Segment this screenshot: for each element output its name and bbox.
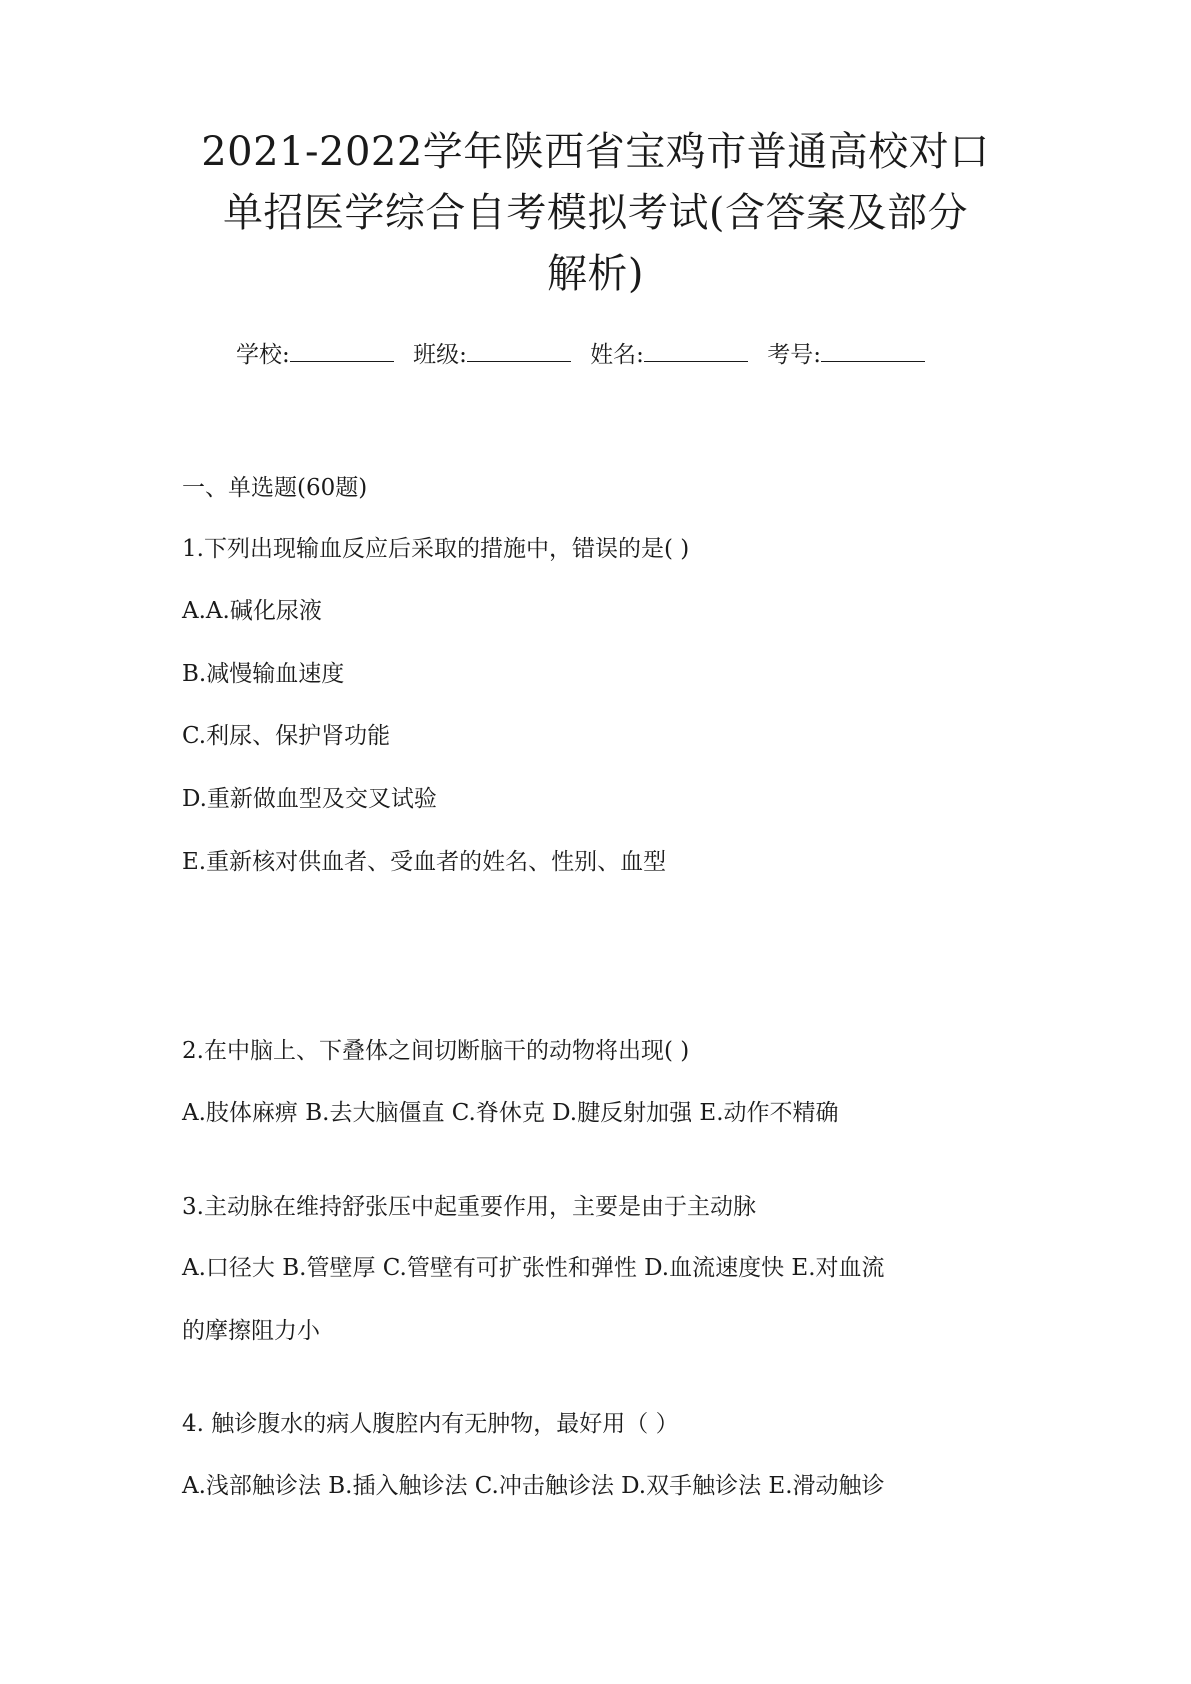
- question-3-stem: 3.主动脉在维持舒张压中起重要作用，主要是由于主动脉: [182, 1194, 756, 1220]
- question-1-option-e: E.重新核对供血者、受血者的姓名、性别、血型: [182, 849, 667, 875]
- name-label: 姓名:: [590, 342, 644, 368]
- question-1-stem: 1.下列出现输血反应后采取的措施中，错误的是( ): [182, 536, 690, 562]
- question-2-options: A.肢体麻痹 B.去大脑僵直 C.脊休克 D.腱反射加强 E.动作不精确: [182, 1100, 839, 1126]
- exam-number-blank[interactable]: [821, 341, 925, 362]
- class-field: [413, 342, 571, 368]
- title-line-3: 解析): [546, 251, 645, 297]
- class-label: 班级:: [413, 342, 467, 368]
- question-3-options: A.口径大 B.管壁厚 C.管壁有可扩张性和弹性 D.血流速度快 E.对血流: [182, 1255, 885, 1281]
- exam-number-field: [767, 342, 925, 368]
- name-field: [590, 342, 748, 368]
- exam-number-label: 考号:: [767, 342, 821, 368]
- title-line-1: 2021-2022学年陕西省宝鸡市普通高校对口: [201, 129, 990, 175]
- school-label: 学校:: [236, 342, 290, 368]
- title-line-2: 单招医学综合自考模拟考试(含答案及部分: [222, 190, 969, 236]
- class-blank[interactable]: [467, 341, 571, 362]
- school-blank[interactable]: [290, 341, 394, 362]
- exam-title: [150, 122, 1041, 305]
- question-1-option-b: B.减慢输血速度: [182, 661, 345, 687]
- section-heading: 一、单选题(60题): [182, 475, 368, 501]
- question-4-options: A.浅部触诊法 B.插入触诊法 C.冲击触诊法 D.双手触诊法 E.滑动触诊: [182, 1473, 885, 1499]
- school-field: [236, 342, 394, 368]
- question-1-option-d: D.重新做血型及交叉试验: [182, 786, 437, 812]
- name-blank[interactable]: [644, 341, 748, 362]
- question-2-stem: 2.在中脑上、下叠体之间切断脑干的动物将出现( ): [182, 1038, 690, 1064]
- question-1-option-c: C.利尿、保护肾功能: [182, 723, 391, 749]
- question-3-options-continued: 的摩擦阻力小: [182, 1318, 320, 1344]
- question-4-stem: 4. 触诊腹水的病人腹腔内有无肿物，最好用（ ）: [182, 1411, 679, 1437]
- student-info-line: [236, 340, 937, 370]
- question-1-option-a: A.A.碱化尿液: [182, 598, 322, 624]
